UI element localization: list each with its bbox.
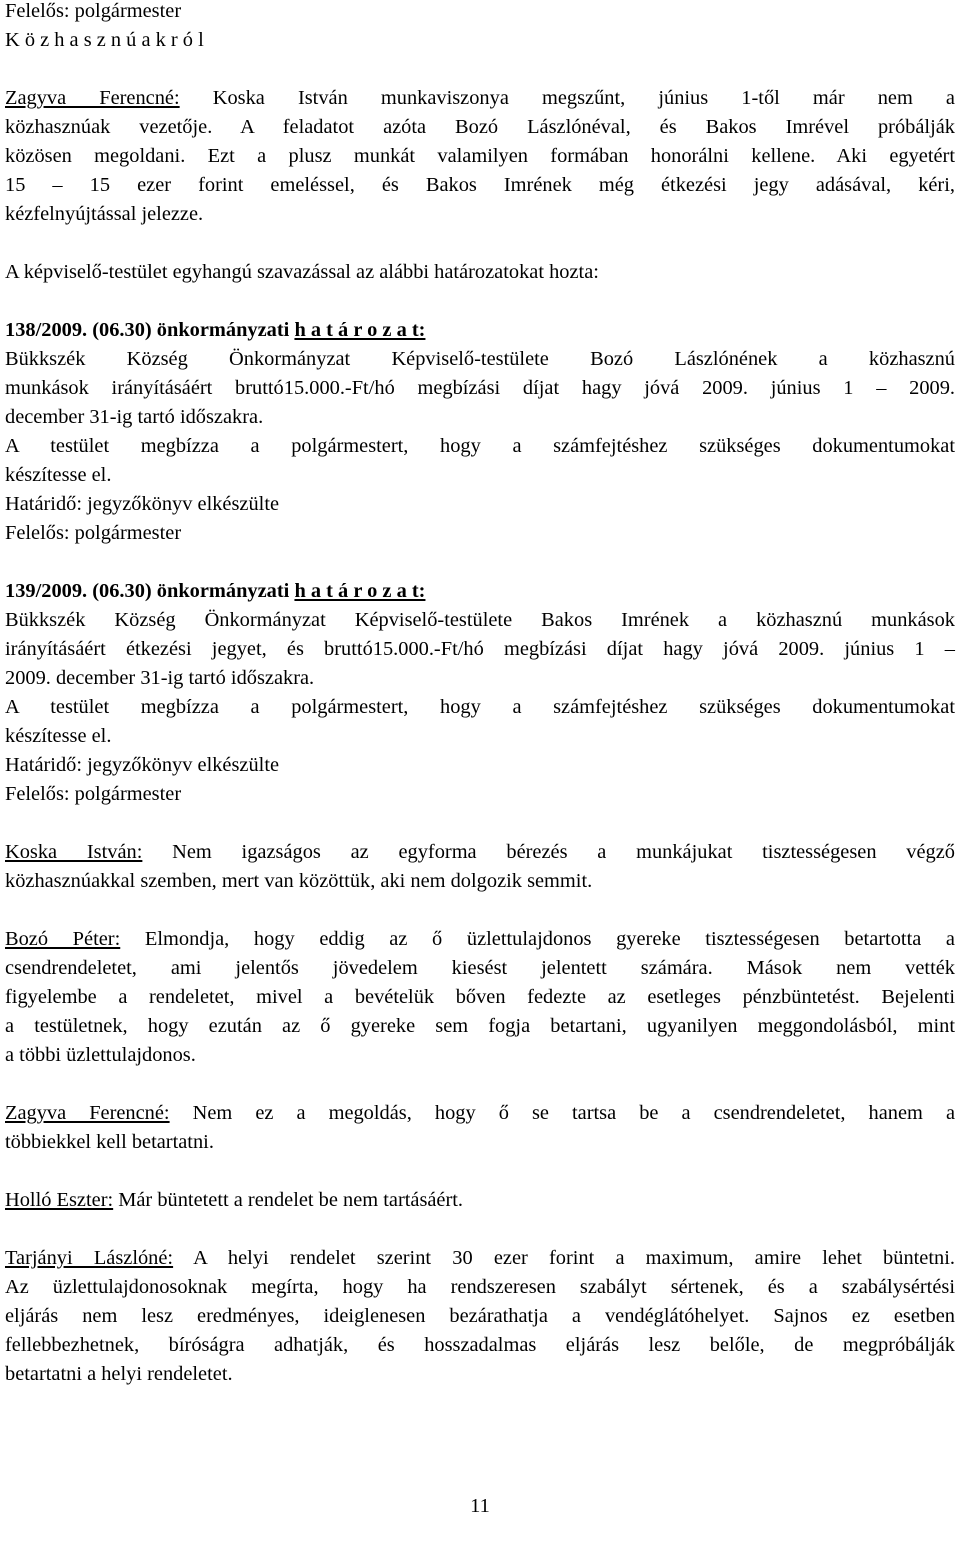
speaker-name: Holló Eszter: xyxy=(5,1189,114,1211)
paragraph-zagyva-1: Zagyva Ferencné: Koska István munkaviszonya megszűnt, június 1-től már nem a közhasznúak vezetője. A feladatot azóta Bozó Lászlónéval, és Bakos Imrével próbálják közösen megoldani. Ezt a plusz munkát valamilyen formában honorálni kellene. Aki egyetért 15 – 15 ezer forint emeléssel, és Bakos Imrének még étkezési jegy adásával, kéri, kézfelnyújtással jelezze. xyxy=(5,87,955,225)
deadline: Határidő: jegyzőkönyv elkészülte xyxy=(5,493,280,515)
deadline: Határidő: jegyzőkönyv elkészülte xyxy=(5,754,280,776)
responsible: Felelős: polgármester xyxy=(5,783,182,805)
paragraph-zagyva-2: Zagyva Ferencné: Nem ez a megoldás, hogy ő se tartsa be a csendrendeletet, hanem a többiekkel kell betartatni. xyxy=(5,1102,955,1153)
paragraph-bozo: Bozó Péter: Elmondja, hogy eddig az ő üzlettulajdonos gyereke tisztességesen betartotta a csendrendeletet, ami jelentős jövedelem kiesést jelentett számára. Mások nem vették figyelembe a rendeletet, mivel a bevételük bőven fedezte az esetleges pénzbüntetést. Bejelenti a testületnek, hogy ezután az ő gyereke sem fogja betartani, ugyanilyen meggondolásból, mint a többi üzlettulajdonos. xyxy=(5,928,955,1066)
responsible: Felelős: polgármester xyxy=(5,522,182,544)
paragraph-tarjanyi: Tarjányi Lászlóné: A helyi rendelet szerint 30 ezer forint a maximum, amire lehet büntetni. Az üzlettulajdonosoknak megírta, hogy ha rendszeresen szabályt sértenek, és a szabálysértési eljárás nem lesz eredményes, ideiglenesen bezárathatja a vendéglátóhelyet. Sajnos ez esetben fellebbezhetnek, bíróságra adhatják, és hosszadalmas eljárás lesz belőle, de megpróbálják betartatni a helyi rendeletet. xyxy=(5,1247,955,1385)
speaker-name: Zagyva Ferencné: xyxy=(5,1102,170,1124)
section-title: K ö z h a s z n ú a k r ó l xyxy=(5,29,204,51)
resolution-heading: 138/2009. (06.30) önkormányzati h a t á r o z a t: xyxy=(5,319,426,341)
vote-statement: A képviselő-testület egyhangú szavazással az alábbi határozatokat hozta: xyxy=(5,261,599,283)
resolution-heading: 139/2009. (06.30) önkormányzati h a t á r o z a t: xyxy=(5,580,426,602)
paragraph-koska: Koska István: Nem igazságos az egyforma bérezés a munkájukat tisztességesen végző közhasznúakkal szemben, mert van közöttük, aki nem dolgozik semmit. xyxy=(5,841,955,892)
document-page xyxy=(5,0,955,1389)
speaker-name: Koska István: xyxy=(5,841,143,863)
speaker-name: Bozó Péter: xyxy=(5,928,121,950)
page-number: 11 xyxy=(470,1495,490,1517)
resolution-138: 138/2009. (06.30) önkormányzati h a t á r o z a t: Bükkszék Község Önkormányzat Képviselő-testülete Bozó Lászlónének a közhasznú munkások irányításáért bruttó15.000.-Ft/hó megbízási díjat hagy jóvá 2009. június 1 – 2009. december 31-ig tartó időszakra. A testület megbízza a polgármestert, hogy a számfejtéshez szükséges dokumentumokat készítesse el. Határidő: jegyzőkönyv elkészülte Felelős: polgármester xyxy=(5,316,955,548)
speaker-name: Tarjányi Lászlóné: xyxy=(5,1247,174,1269)
speaker-name: Zagyva Ferencné: xyxy=(5,87,180,109)
paragraph-hollo: Holló Eszter: Már büntetett a rendelet be nem tartásáért. xyxy=(5,1189,464,1211)
responsible-line: Felelős: polgármester xyxy=(5,0,182,22)
resolution-139: 139/2009. (06.30) önkormányzati h a t á r o z a t: Bükkszék Község Önkormányzat Képviselő-testülete Bakos Imrének a közhasznú munkások irányításáért étkezési jegyet, és bruttó15.000.-Ft/hó megbízási díjat hagy jóvá 2009. június 1 – 2009. december 31-ig tartó időszakra. A testület megbízza a polgármestert, hogy a számfejtéshez szükséges dokumentumokat készítesse el. Határidő: jegyzőkönyv elkészülte Felelős: polgármester xyxy=(5,577,955,809)
